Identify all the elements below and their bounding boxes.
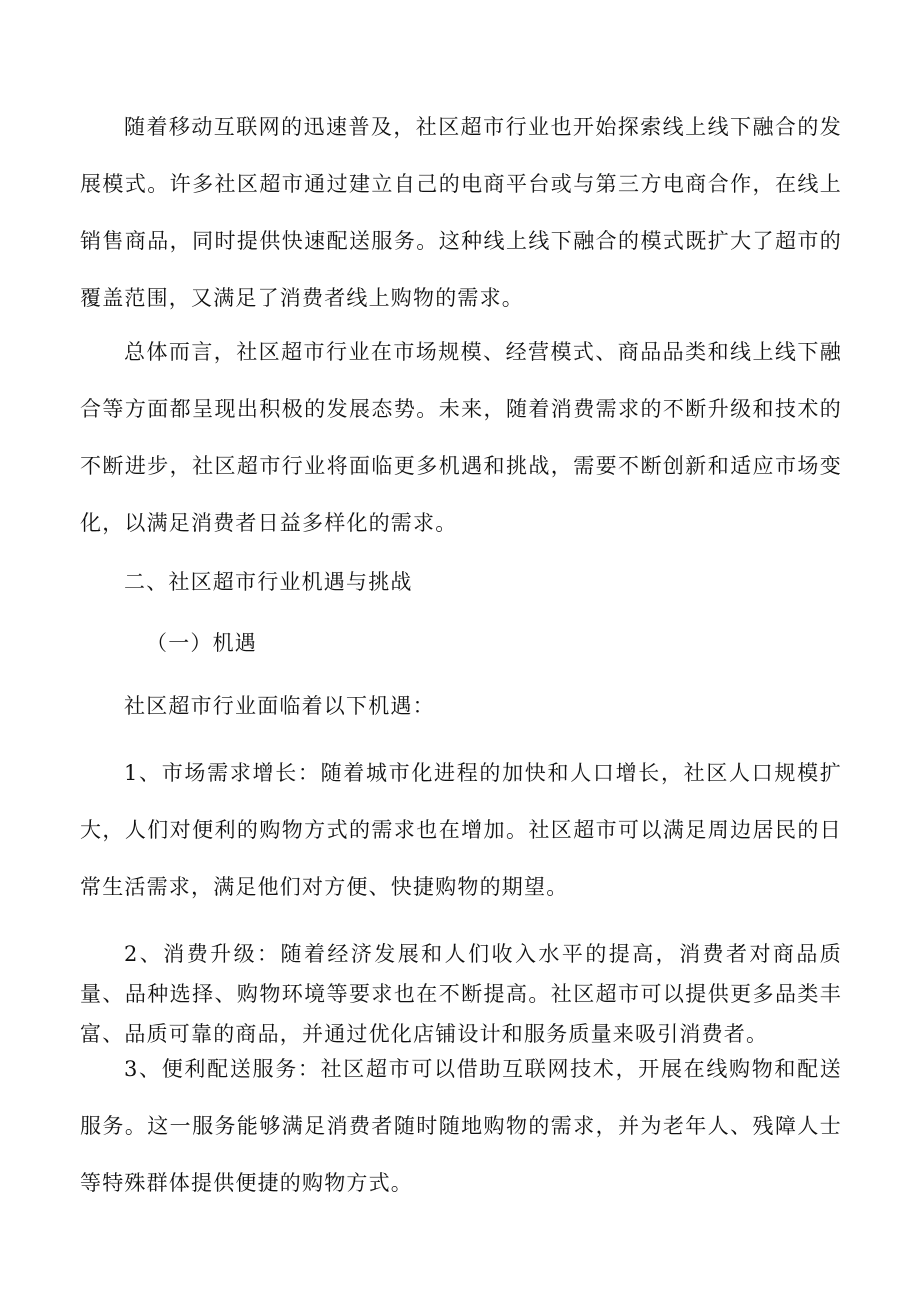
list-item-market-demand: 1、市场需求增长：随着城市化进程的加快和人口增长，社区人口规模扩大，人们对便利的购物方式的需求也在增加。社区超市可以满足周边居民的日常生活需求，满足他们对方便、快捷购物的期望。 [80, 761, 842, 899]
section-heading: 二、社区超市行业机遇与挑战 [124, 570, 413, 594]
list-item-consumption-upgrade: 2、消费升级：随着经济发展和人们收入水平的提高，消费者对商品质量、品种选择、购物环境等要求也在不断提高。社区超市可以提供更多品类丰富、品质可靠的商品，并通过优化店铺设计和服务质量来吸引消费者。 [80, 942, 842, 1046]
paragraph-summary: 总体而言，社区超市行业在市场规模、经营模式、商品品类和线上线下融合等方面都呈现出积极的发展态势。未来，随着消费需求的不断升级和技术的不断进步，社区超市行业将面临更多机遇和挑战，需要不断创新和适应市场变化，以满足消费者日益多样化的需求。 [80, 340, 842, 535]
paragraph-online-offline-integration: 随着移动互联网的迅速普及，社区超市行业也开始探索线上线下融合的发展模式。许多社区超市通过建立自己的电商平台或与第三方电商合作，在线上销售商品，同时提供快速配送服务。这种线上线下融合的模式既扩大了超市的覆盖范围，又满足了消费者线上购物的需求。 [80, 115, 842, 310]
subsection-heading: （一）机遇 [146, 631, 257, 655]
list-item-delivery-service: 3、便利配送服务：社区超市可以借助互联网技术，开展在线购物和配送服务。这一服务能够满足消费者随时随地购物的需求，并为老年人、残障人士等特殊群体提供便捷的购物方式。 [80, 1057, 842, 1195]
opportunities-intro: 社区超市行业面临着以下机遇： [124, 694, 435, 718]
